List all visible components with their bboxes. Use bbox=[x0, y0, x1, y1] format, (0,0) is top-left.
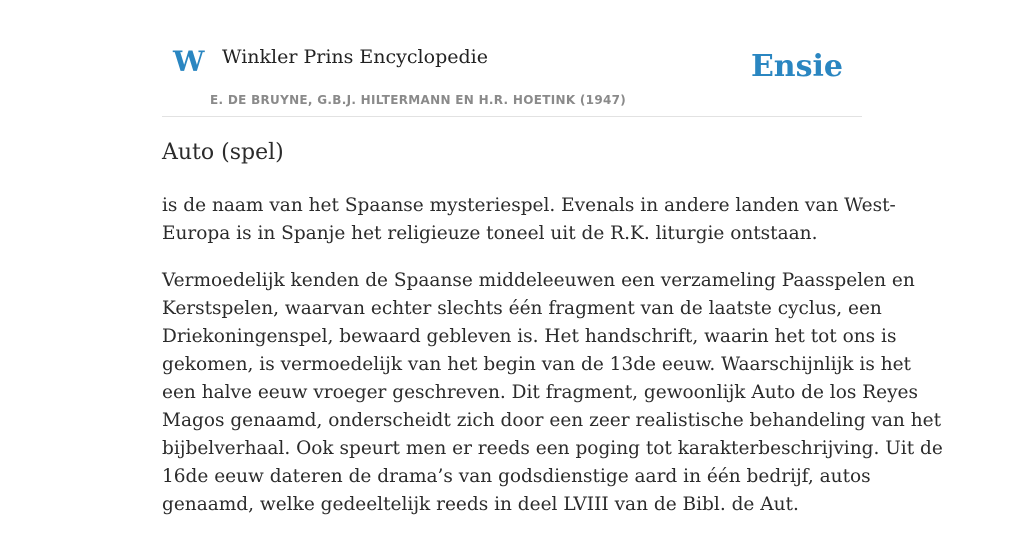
paragraph-line: is de naam van het Spaanse mysteriespel. Evenals in andere landen van West- bbox=[162, 195, 896, 216]
paragraph-2 bbox=[162, 267, 943, 519]
paragraph-line: Driekoningenspel, bewaard gebleven is. Het handschrift, waarin het tot ons is bbox=[162, 326, 897, 347]
authors-line: E. DE BRUYNE, G.B.J. HILTERMANN EN H.R. HOETINK (1947) bbox=[210, 93, 627, 107]
page-container bbox=[162, 0, 943, 515]
work-title-link[interactable]: Winkler Prins Encyclopedie bbox=[222, 46, 488, 68]
ensie-brand-logo[interactable]: Ensie bbox=[750, 49, 843, 84]
paragraph-line: Magos genaamd, onderscheidt zich door een zeer realistische behandeling van het bbox=[162, 410, 942, 431]
winkler-prins-logo[interactable]: W bbox=[173, 45, 205, 78]
paragraph-1 bbox=[162, 192, 896, 248]
paragraph-line: Vermoedelijk kenden de Spaanse middeleeuwen een verzameling Paasspelen en bbox=[162, 270, 915, 291]
paragraph-line: een halve eeuw vroeger geschreven. Dit fragment, gewoonlijk Auto de los Reyes bbox=[162, 382, 918, 403]
paragraph-line: bijbelverhaal. Ook speurt men er reeds een poging tot karakterbeschrijving. Uit de bbox=[162, 438, 943, 459]
paragraph-line: Europa is in Spanje het religieuze toneel uit de R.K. liturgie ontstaan. bbox=[162, 223, 818, 244]
paragraph-line: Kerstspelen, waarvan echter slechts één fragment van de laatste cyclus, een bbox=[162, 298, 882, 319]
paragraph-line: gekomen, is vermoedelijk van het begin van de 13de eeuw. Waarschijnlijk is het bbox=[162, 354, 911, 375]
article-title: Auto (spel) bbox=[162, 140, 284, 165]
header bbox=[162, 0, 862, 117]
paragraph-line: genaamd, welke gedeeltelijk reeds in deel LVIII van de Bibl. de Aut. bbox=[162, 494, 799, 515]
article-body bbox=[162, 192, 943, 538]
paragraph-line: 16de eeuw dateren de drama’s van godsdienstige aard in één bedrijf, autos bbox=[162, 466, 871, 487]
